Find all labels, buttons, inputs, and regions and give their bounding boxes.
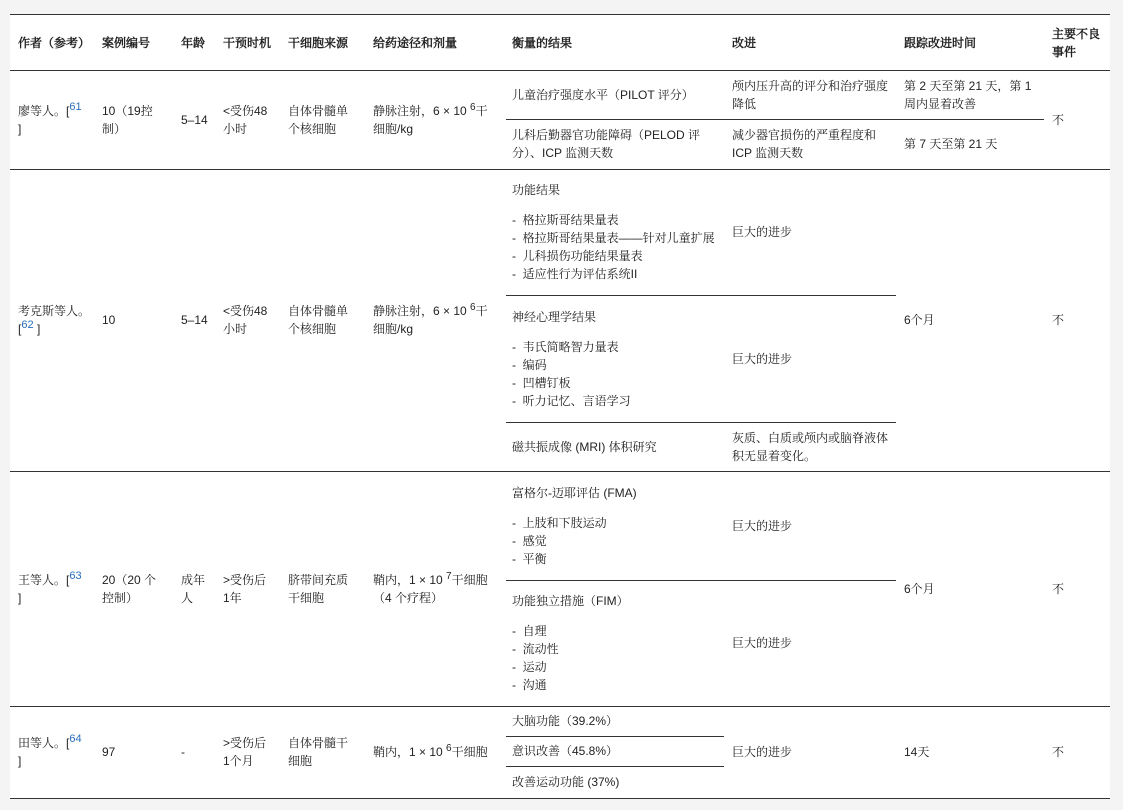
ref-bracket: ] bbox=[18, 590, 22, 605]
header-adverse: 主要不良事件 bbox=[1052, 26, 1101, 59]
author-text: 田等人。[ bbox=[18, 736, 70, 750]
cell-followup: 第 7 天至第 21 天 bbox=[904, 137, 998, 151]
cell-timing: >受伤后1年 bbox=[223, 572, 267, 605]
dose-exponent: 6 bbox=[470, 101, 476, 113]
cell-cases: 97 bbox=[102, 745, 116, 759]
reference-link[interactable]: 63 bbox=[69, 569, 82, 582]
dose-text: 静脉注射，6 × 10 bbox=[373, 103, 471, 118]
cell-timing: <受伤48小时 bbox=[223, 103, 268, 136]
list-item: - 格拉斯哥结果量表——针对儿童扩展 bbox=[512, 229, 718, 247]
cell-dose bbox=[365, 706, 505, 798]
author-text: 考克斯等人。[ bbox=[18, 304, 91, 336]
cell-author bbox=[10, 471, 100, 706]
cell-followup: 第 2 天至第 21 天，第 1 周内显着改善 bbox=[904, 78, 1032, 111]
cell-dose bbox=[365, 70, 505, 169]
dose-text: 鞘内，1 × 10 bbox=[373, 745, 447, 759]
cell-source: 自体骨髓单个核细胞 bbox=[288, 103, 349, 136]
list-item: - 沟通 bbox=[512, 676, 716, 694]
cell-improvement: 巨大的进步 bbox=[732, 351, 793, 366]
cell-followup: 6个月 bbox=[904, 581, 935, 596]
header-cases: 案例编号 bbox=[102, 35, 151, 50]
cell-dose bbox=[365, 471, 505, 706]
list-item: - 格拉斯哥结果量表 bbox=[512, 211, 718, 229]
list-item: - 平衡 bbox=[512, 550, 716, 568]
outcome-title: 功能结果 bbox=[512, 183, 561, 197]
dose-text: 静脉注射，6 × 10 bbox=[373, 304, 471, 318]
cell-timing: <受伤48小时 bbox=[223, 304, 268, 336]
cell-improvement: 灰质、白质或颅内或脑脊液体积无显着变化。 bbox=[732, 430, 889, 463]
list-item: - 儿科损伤功能结果量表 bbox=[512, 247, 718, 265]
cell-outcome bbox=[504, 169, 726, 295]
dose-text: 鞘内，1 × 10 bbox=[373, 572, 447, 587]
header-followup: 跟踪改进时间 bbox=[904, 35, 977, 50]
dose-exponent: 6 bbox=[470, 302, 476, 313]
list-item: - 听力记忆、言语学习 bbox=[512, 392, 716, 410]
cell-age: - bbox=[181, 745, 185, 759]
dose-unit: 干细胞/kg bbox=[373, 103, 488, 136]
header-source: 干细胞来源 bbox=[288, 35, 349, 50]
list-item: - 感觉 bbox=[512, 532, 716, 550]
dose-exponent: 7 bbox=[446, 570, 452, 582]
list-item: - 自理 bbox=[512, 622, 716, 640]
author-text: 王等人。[ bbox=[18, 572, 70, 587]
cell-author bbox=[10, 706, 100, 798]
cell-age: 成年人 bbox=[181, 572, 206, 605]
cell-outcome: 儿科后勤器官功能障碍（PELOD 评分）、ICP 监测天数 bbox=[512, 128, 701, 160]
reference-link[interactable]: 61 bbox=[69, 100, 82, 113]
cell-age: 5–14 bbox=[181, 313, 208, 327]
outcome-title: 功能独立措施（FIM） bbox=[512, 594, 629, 608]
cell-improvement: 巨大的进步 bbox=[732, 745, 793, 759]
outcome-title: 神经心理学结果 bbox=[512, 309, 597, 324]
list-item: - 适应性行为评估系统II bbox=[512, 265, 718, 283]
ref-bracket: ] bbox=[18, 121, 22, 136]
reference-link[interactable]: 62 bbox=[21, 319, 34, 331]
cell-age: 5–14 bbox=[181, 112, 208, 127]
cell-improvement: 巨大的进步 bbox=[732, 518, 793, 533]
list-item: - 编码 bbox=[512, 356, 716, 374]
stem-cell-trials-table bbox=[10, 14, 1110, 799]
cell-followup: 14天 bbox=[904, 745, 930, 759]
cell-outcome: 大脑功能（39.2%） bbox=[512, 714, 619, 728]
list-item: - 上肢和下肢运动 bbox=[512, 514, 716, 532]
cell-outcome bbox=[504, 295, 724, 422]
cell-adverse: 不 bbox=[1052, 112, 1065, 127]
cell-improvement: 颅内压升高的评分和治疗强度降低 bbox=[732, 78, 889, 111]
header-author: 作者（参考） bbox=[18, 35, 91, 50]
cell-author bbox=[10, 70, 100, 169]
cell-outcome: 改善运动功能 (37%) bbox=[512, 775, 620, 789]
cell-outcome: 磁共振成像 (MRI) 体积研究 bbox=[512, 439, 657, 454]
dose-unit: 干细胞/kg bbox=[373, 304, 488, 336]
header-age: 年龄 bbox=[181, 35, 206, 50]
cell-adverse: 不 bbox=[1052, 745, 1065, 759]
header-timing: 干预时机 bbox=[223, 35, 272, 50]
cell-outcome bbox=[504, 471, 724, 580]
cell-source: 脐带间充质干细胞 bbox=[288, 572, 349, 605]
cell-outcome: 儿童治疗强度水平（PILOT 评分） bbox=[512, 87, 694, 102]
header-dose: 给药途径和剂量 bbox=[373, 35, 458, 50]
outcome-title: 富格尔-迈耶评估 (FMA) bbox=[512, 485, 637, 500]
cell-author bbox=[10, 169, 100, 471]
list-item: - 凹槽钉板 bbox=[512, 374, 716, 392]
list-item: - 运动 bbox=[512, 658, 716, 676]
cell-adverse: 不 bbox=[1052, 581, 1065, 596]
cell-timing: >受伤后1个月 bbox=[223, 736, 267, 768]
cell-adverse: 不 bbox=[1052, 313, 1065, 327]
cell-source: 自体骨髓单个核细胞 bbox=[288, 304, 349, 336]
cell-outcome bbox=[504, 580, 724, 706]
cell-outcome: 意识改善（45.8%） bbox=[512, 744, 619, 758]
cell-cases: 10（19控制） bbox=[102, 103, 153, 136]
cell-cases: 20（20 个控制） bbox=[102, 572, 157, 605]
reference-link[interactable]: 64 bbox=[69, 733, 82, 745]
header-improvement: 改进 bbox=[732, 35, 757, 50]
cell-improvement: 巨大的进步 bbox=[732, 636, 793, 650]
cell-source: 自体骨髓干细胞 bbox=[288, 736, 349, 768]
ref-bracket: ] bbox=[36, 322, 41, 336]
dose-exponent: 6 bbox=[446, 743, 452, 754]
dose-unit: 干细胞（4 个疗程） bbox=[373, 572, 488, 605]
cell-cases: 10 bbox=[102, 313, 116, 327]
author-text: 廖等人。[ bbox=[18, 103, 70, 118]
ref-bracket: ] bbox=[18, 754, 22, 768]
cell-improvement: 减少器官损伤的严重程度和 ICP 监测天数 bbox=[732, 128, 877, 160]
cell-improvement: 巨大的进步 bbox=[732, 225, 793, 239]
dose-unit: 干细胞 bbox=[451, 745, 488, 759]
list-item: - 韦氏简略智力量表 bbox=[512, 338, 716, 356]
list-item: - 流动性 bbox=[512, 640, 716, 658]
cell-dose bbox=[365, 169, 505, 471]
header-outcome: 衡量的结果 bbox=[512, 35, 573, 50]
cell-followup: 6个月 bbox=[904, 313, 935, 327]
